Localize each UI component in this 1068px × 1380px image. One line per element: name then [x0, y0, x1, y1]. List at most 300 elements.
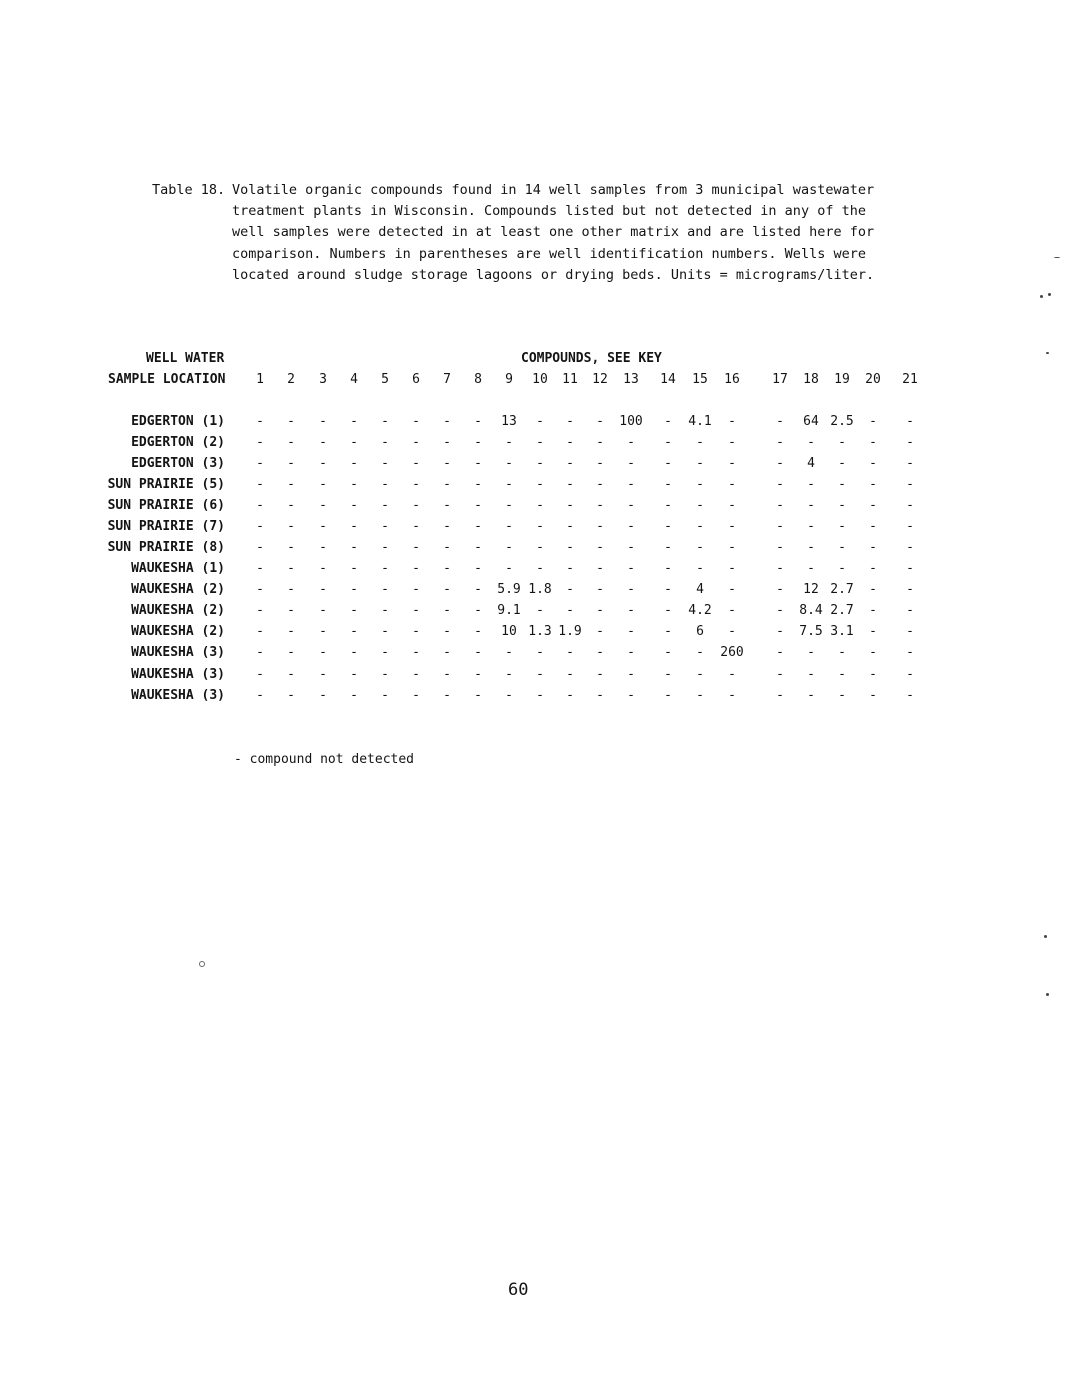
table-cell: -: [776, 540, 784, 555]
table-cell: -: [474, 414, 482, 429]
table-cell: 9.1: [497, 603, 521, 618]
table-cell: -: [664, 498, 672, 513]
table-cell: -: [536, 498, 544, 513]
scan-speck: [1048, 293, 1051, 296]
table-cell: -: [728, 477, 736, 492]
row-location-label: WAUKESHA (3): [131, 688, 225, 703]
table-cell: -: [696, 456, 704, 471]
table-cell: -: [443, 519, 451, 534]
table-cell: -: [664, 561, 672, 576]
table-cell: -: [838, 667, 846, 682]
table-cell: -: [256, 561, 264, 576]
table-cell: -: [287, 603, 295, 618]
table-cell: -: [627, 456, 635, 471]
table-cell: -: [566, 414, 574, 429]
table-cell: -: [566, 582, 574, 597]
page-number: 60: [508, 1280, 529, 1300]
table-cell: -: [869, 582, 877, 597]
row-location-label: SUN PRAIRIE (8): [107, 540, 225, 555]
table-cell: 4: [696, 582, 704, 597]
table-cell: -: [596, 645, 604, 660]
table-cell: -: [381, 519, 389, 534]
table-cell: -: [566, 519, 574, 534]
table-cell: -: [696, 519, 704, 534]
table-cell: -: [627, 561, 635, 576]
table-cell: -: [906, 667, 914, 682]
table-cell: -: [443, 477, 451, 492]
table-cell: -: [319, 519, 327, 534]
table-cell: -: [869, 603, 877, 618]
table-cell: -: [412, 603, 420, 618]
table-cell: -: [536, 414, 544, 429]
column-header: 17: [772, 372, 788, 387]
table-cell: -: [350, 435, 358, 450]
row-location-label: EDGERTON (3): [131, 456, 225, 471]
table-cell: -: [412, 519, 420, 534]
table-cell: -: [627, 540, 635, 555]
table-cell: -: [838, 435, 846, 450]
table-cell: 7.5: [799, 624, 823, 639]
column-header: 9: [505, 372, 513, 387]
table-cell: -: [566, 498, 574, 513]
table-cell: -: [696, 435, 704, 450]
table-cell: -: [869, 645, 877, 660]
table-cell: -: [664, 435, 672, 450]
table-cell: -: [664, 582, 672, 597]
table-cell: -: [474, 477, 482, 492]
table-cell: -: [869, 435, 877, 450]
table-cell: -: [443, 624, 451, 639]
table-cell: -: [474, 667, 482, 682]
table-cell: 13: [501, 414, 517, 429]
table-cell: -: [696, 688, 704, 703]
table-cell: -: [381, 603, 389, 618]
table-cell: -: [287, 582, 295, 597]
caption-label: Table 18.: [152, 182, 226, 198]
table-cell: 6: [696, 624, 704, 639]
table-cell: -: [566, 540, 574, 555]
table-cell: -: [256, 645, 264, 660]
table-cell: -: [536, 435, 544, 450]
table-cell: -: [443, 456, 451, 471]
table-cell: -: [596, 624, 604, 639]
table-cell: -: [319, 540, 327, 555]
table-cell: -: [664, 667, 672, 682]
table-cell: -: [381, 498, 389, 513]
table-cell: 100: [619, 414, 643, 429]
table-cell: -: [256, 540, 264, 555]
table-cell: -: [287, 540, 295, 555]
table-cell: -: [474, 582, 482, 597]
table-cell: -: [596, 435, 604, 450]
table-cell: -: [807, 688, 815, 703]
table-cell: -: [776, 603, 784, 618]
column-header: 7: [443, 372, 451, 387]
column-header: 21: [902, 372, 918, 387]
table-cell: -: [412, 667, 420, 682]
table-cell: -: [664, 414, 672, 429]
table-cell: -: [566, 645, 574, 660]
table-cell: -: [536, 477, 544, 492]
table-cell: -: [256, 477, 264, 492]
header-sample-location: SAMPLE LOCATION: [108, 372, 226, 387]
table-cell: -: [869, 498, 877, 513]
table-cell: 64: [803, 414, 819, 429]
table-cell: -: [443, 540, 451, 555]
column-header: 5: [381, 372, 389, 387]
table-cell: -: [807, 667, 815, 682]
table-cell: -: [627, 688, 635, 703]
table-cell: -: [906, 498, 914, 513]
table-cell: -: [381, 456, 389, 471]
table-cell: -: [906, 688, 914, 703]
table-cell: -: [536, 603, 544, 618]
table-cell: -: [906, 561, 914, 576]
table-cell: -: [566, 561, 574, 576]
table-cell: 4.1: [688, 414, 712, 429]
table-cell: -: [412, 477, 420, 492]
table-cell: -: [807, 477, 815, 492]
header-compounds: COMPOUNDS, SEE KEY: [521, 351, 662, 366]
table-cell: -: [536, 456, 544, 471]
table-cell: -: [906, 456, 914, 471]
table-cell: -: [596, 519, 604, 534]
table-cell: -: [505, 540, 513, 555]
table-cell: 5.9: [497, 582, 521, 597]
table-cell: -: [536, 645, 544, 660]
table-cell: -: [807, 519, 815, 534]
table-cell: -: [381, 540, 389, 555]
column-header: 12: [592, 372, 608, 387]
table-cell: -: [536, 667, 544, 682]
table-cell: -: [627, 667, 635, 682]
row-location-label: SUN PRAIRIE (5): [107, 477, 225, 492]
table-cell: -: [838, 561, 846, 576]
column-header: 16: [724, 372, 740, 387]
table-cell: -: [906, 603, 914, 618]
table-cell: -: [869, 561, 877, 576]
table-cell: -: [906, 582, 914, 597]
table-cell: -: [350, 667, 358, 682]
table-cell: -: [505, 477, 513, 492]
table-cell: -: [596, 667, 604, 682]
table-cell: -: [350, 414, 358, 429]
table-cell: -: [319, 667, 327, 682]
table-cell: 4.2: [688, 603, 712, 618]
header-well-water: WELL WATER: [146, 351, 225, 366]
table-cell: -: [869, 456, 877, 471]
table-cell: -: [505, 435, 513, 450]
table-cell: -: [319, 645, 327, 660]
table-cell: -: [728, 603, 736, 618]
table-cell: -: [319, 688, 327, 703]
table-cell: -: [838, 645, 846, 660]
table-cell: -: [807, 498, 815, 513]
table-cell: -: [566, 667, 574, 682]
table-cell: -: [474, 603, 482, 618]
table-cell: -: [256, 435, 264, 450]
table-cell: -: [596, 477, 604, 492]
table-cell: -: [319, 498, 327, 513]
table-cell: -: [596, 582, 604, 597]
table-cell: -: [566, 477, 574, 492]
table-cell: -: [505, 667, 513, 682]
table-cell: -: [807, 540, 815, 555]
table-cell: -: [319, 414, 327, 429]
row-location-label: WAUKESHA (2): [131, 582, 225, 597]
table-cell: -: [596, 540, 604, 555]
table-cell: -: [627, 645, 635, 660]
row-location-label: WAUKESHA (3): [131, 645, 225, 660]
footnote: - compound not detected: [234, 752, 415, 767]
column-header: 20: [865, 372, 881, 387]
table-cell: -: [350, 498, 358, 513]
column-header: 19: [834, 372, 850, 387]
table-cell: -: [906, 624, 914, 639]
scan-speck: [199, 961, 205, 967]
table-cell: -: [664, 624, 672, 639]
table-cell: -: [381, 561, 389, 576]
table-cell: -: [696, 667, 704, 682]
table-cell: -: [256, 624, 264, 639]
table-cell: 2.5: [830, 414, 854, 429]
table-cell: -: [696, 645, 704, 660]
table-cell: -: [350, 561, 358, 576]
column-header: 2: [287, 372, 295, 387]
column-header: 8: [474, 372, 482, 387]
table-cell: -: [474, 435, 482, 450]
table-cell: -: [412, 456, 420, 471]
column-header: 3: [319, 372, 327, 387]
table-cell: -: [256, 519, 264, 534]
table-cell: 1.8: [528, 582, 552, 597]
table-cell: -: [287, 477, 295, 492]
table-cell: -: [443, 561, 451, 576]
table-cell: -: [412, 561, 420, 576]
scan-speck: [1040, 295, 1043, 298]
row-location-label: SUN PRAIRIE (6): [107, 498, 225, 513]
table-cell: -: [319, 603, 327, 618]
table-cell: -: [627, 498, 635, 513]
table-cell: -: [728, 519, 736, 534]
table-cell: -: [776, 645, 784, 660]
table-cell: -: [256, 603, 264, 618]
table-cell: -: [505, 456, 513, 471]
table-cell: -: [536, 688, 544, 703]
table-cell: -: [906, 540, 914, 555]
table-cell: -: [838, 477, 846, 492]
table-cell: -: [906, 519, 914, 534]
table-cell: -: [807, 435, 815, 450]
table-cell: -: [350, 624, 358, 639]
column-header: 10: [532, 372, 548, 387]
table-cell: -: [838, 519, 846, 534]
table-cell: -: [412, 645, 420, 660]
table-cell: -: [536, 561, 544, 576]
table-cell: -: [287, 561, 295, 576]
column-header: 13: [623, 372, 639, 387]
table-cell: -: [906, 477, 914, 492]
table-cell: -: [869, 688, 877, 703]
table-cell: -: [728, 667, 736, 682]
table-cell: -: [412, 582, 420, 597]
caption-line: Volatile organic compounds found in 14 well samples from 3 municipal wastewater: [232, 182, 875, 198]
table-cell: -: [627, 624, 635, 639]
table-cell: -: [319, 624, 327, 639]
table-cell: -: [350, 477, 358, 492]
table-cell: -: [776, 624, 784, 639]
table-cell: -: [566, 603, 574, 618]
row-location-label: SUN PRAIRIE (7): [107, 519, 225, 534]
table-cell: -: [412, 540, 420, 555]
scan-speck: [1046, 352, 1049, 354]
table-cell: -: [381, 477, 389, 492]
table-cell: -: [664, 456, 672, 471]
table-cell: -: [776, 667, 784, 682]
table-cell: -: [566, 688, 574, 703]
table-cell: -: [350, 456, 358, 471]
table-cell: -: [664, 540, 672, 555]
table-cell: -: [596, 688, 604, 703]
table-cell: -: [412, 498, 420, 513]
table-cell: -: [287, 645, 295, 660]
table-cell: -: [807, 645, 815, 660]
row-location-label: EDGERTON (2): [131, 435, 225, 450]
table-cell: -: [319, 456, 327, 471]
column-header: 1: [256, 372, 264, 387]
table-cell: -: [696, 540, 704, 555]
table-cell: -: [838, 540, 846, 555]
table-cell: -: [350, 519, 358, 534]
table-cell: -: [869, 477, 877, 492]
table-cell: -: [627, 582, 635, 597]
table-cell: -: [505, 645, 513, 660]
column-header: 6: [412, 372, 420, 387]
table-cell: -: [474, 519, 482, 534]
table-cell: -: [381, 414, 389, 429]
table-cell: -: [381, 667, 389, 682]
table-cell: -: [319, 477, 327, 492]
table-cell: -: [287, 667, 295, 682]
table-cell: -: [443, 645, 451, 660]
table-cell: -: [776, 498, 784, 513]
table-cell: -: [807, 561, 815, 576]
table-cell: -: [412, 414, 420, 429]
table-cell: -: [412, 624, 420, 639]
table-cell: -: [474, 645, 482, 660]
table-cell: -: [319, 582, 327, 597]
table-cell: -: [256, 688, 264, 703]
table-cell: -: [287, 435, 295, 450]
table-cell: 10: [501, 624, 517, 639]
table-cell: -: [869, 519, 877, 534]
table-cell: -: [256, 414, 264, 429]
table-cell: -: [596, 456, 604, 471]
table-cell: -: [627, 477, 635, 492]
caption-line: treatment plants in Wisconsin. Compounds listed but not detected in any of the: [232, 203, 866, 220]
table-cell: -: [728, 624, 736, 639]
table-cell: -: [869, 624, 877, 639]
table-cell: -: [287, 624, 295, 639]
table-cell: -: [776, 414, 784, 429]
table-cell: -: [728, 582, 736, 597]
table-cell: -: [566, 435, 574, 450]
table-cell: -: [776, 582, 784, 597]
table-cell: 1.3: [528, 624, 552, 639]
table-cell: -: [474, 456, 482, 471]
table-cell: -: [728, 435, 736, 450]
table-cell: -: [474, 561, 482, 576]
table-cell: -: [664, 645, 672, 660]
column-header: 11: [562, 372, 578, 387]
table-cell: -: [443, 414, 451, 429]
table-cell: 8.4: [799, 603, 823, 618]
caption-line: comparison. Numbers in parentheses are well identification numbers. Wells were: [232, 245, 866, 262]
table-cell: -: [319, 435, 327, 450]
table-cell: 3.1: [830, 624, 854, 639]
caption-line: well samples were detected in at least one other matrix and are listed here for: [232, 224, 875, 241]
table-cell: 4: [807, 456, 815, 471]
caption-text: [232, 180, 875, 286]
table-cell: -: [536, 540, 544, 555]
table-cell: -: [838, 498, 846, 513]
table-cell: -: [287, 456, 295, 471]
column-header: 14: [660, 372, 676, 387]
table-cell: -: [728, 561, 736, 576]
table-cell: -: [696, 561, 704, 576]
table-cell: -: [696, 498, 704, 513]
table-cell: -: [627, 519, 635, 534]
table-cell: 2.7: [830, 582, 854, 597]
table-cell: -: [776, 477, 784, 492]
row-location-label: WAUKESHA (3): [131, 667, 225, 682]
column-header: 18: [803, 372, 819, 387]
table-cell: 1.9: [558, 624, 582, 639]
scan-speck: [1046, 993, 1049, 996]
table-cell: -: [474, 688, 482, 703]
table-cell: -: [728, 688, 736, 703]
table-cell: -: [381, 582, 389, 597]
table-cell: -: [664, 603, 672, 618]
row-location-label: WAUKESHA (2): [131, 603, 225, 618]
table-cell: -: [728, 414, 736, 429]
table-cell: -: [256, 456, 264, 471]
table-cell: -: [412, 435, 420, 450]
table-cell: -: [319, 561, 327, 576]
table-cell: -: [381, 435, 389, 450]
table-cell: -: [287, 519, 295, 534]
table-cell: -: [664, 477, 672, 492]
table-cell: -: [505, 561, 513, 576]
table-cell: -: [728, 540, 736, 555]
table-cell: -: [505, 688, 513, 703]
row-location-label: WAUKESHA (1): [131, 561, 225, 576]
table-cell: -: [381, 688, 389, 703]
table-cell: -: [474, 540, 482, 555]
table-cell: -: [596, 561, 604, 576]
table-cell: -: [869, 414, 877, 429]
table-cell: -: [596, 603, 604, 618]
table-cell: -: [566, 456, 574, 471]
table-cell: -: [474, 498, 482, 513]
column-header: 4: [350, 372, 358, 387]
table-cell: -: [287, 498, 295, 513]
table-cell: -: [838, 456, 846, 471]
row-location-label: WAUKESHA (2): [131, 624, 225, 639]
table-cell: -: [350, 645, 358, 660]
scan-speck: [1044, 935, 1047, 938]
table-cell: -: [627, 435, 635, 450]
